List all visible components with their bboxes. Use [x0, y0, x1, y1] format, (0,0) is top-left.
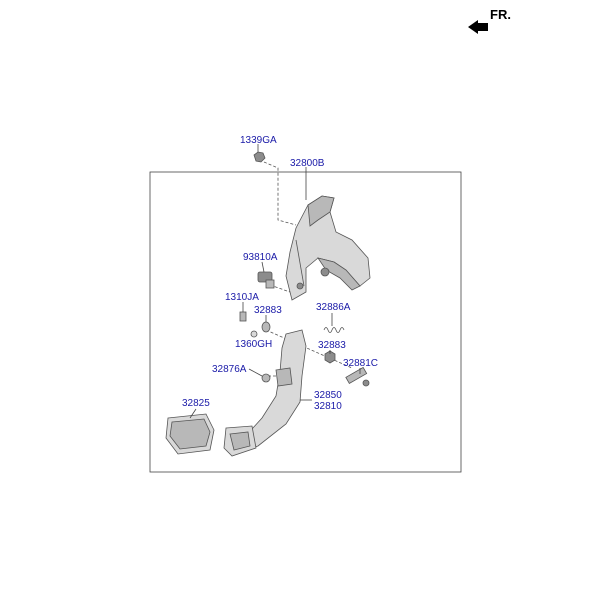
callout-32886A: 32886A [316, 302, 351, 313]
pin-1360GH [251, 331, 257, 337]
clip-1310JA [240, 312, 246, 321]
callout-1310JA: 1310JA [225, 292, 259, 303]
callout-32850: 32850 [314, 390, 342, 401]
callout-93810A: 93810A [243, 252, 278, 263]
pedal-bracket [286, 196, 370, 300]
front-arrow-icon [468, 20, 488, 34]
callout-32810: 32810 [314, 401, 342, 412]
reference-line-1339GA [264, 162, 296, 225]
callout-32800B: 32800B [290, 158, 325, 169]
callout-32825: 32825 [182, 398, 210, 409]
return-spring-32886A [324, 328, 344, 333]
pedal-pad-on-arm [224, 426, 256, 456]
bushing-32883-upper [262, 322, 270, 332]
callout-32876A: 32876A [212, 364, 247, 375]
front-direction-label: FR. [490, 7, 511, 22]
callout-1339GA: 1339GA [240, 135, 277, 146]
callout-32881C: 32881C [343, 358, 379, 369]
front-direction-indicator [468, 7, 511, 34]
callout-32883-lower: 32883 [318, 340, 346, 351]
pedal-pad-32825 [166, 414, 214, 454]
nut-1339GA [254, 152, 265, 162]
callout-1360GH: 1360GH [235, 339, 273, 350]
stop-lamp-switch [258, 272, 274, 288]
leader-lines [190, 144, 360, 418]
callout-32883-upper: 32883 [254, 305, 282, 316]
stopper-32876A [262, 374, 270, 382]
pivot-bolt-32881C [346, 367, 369, 386]
